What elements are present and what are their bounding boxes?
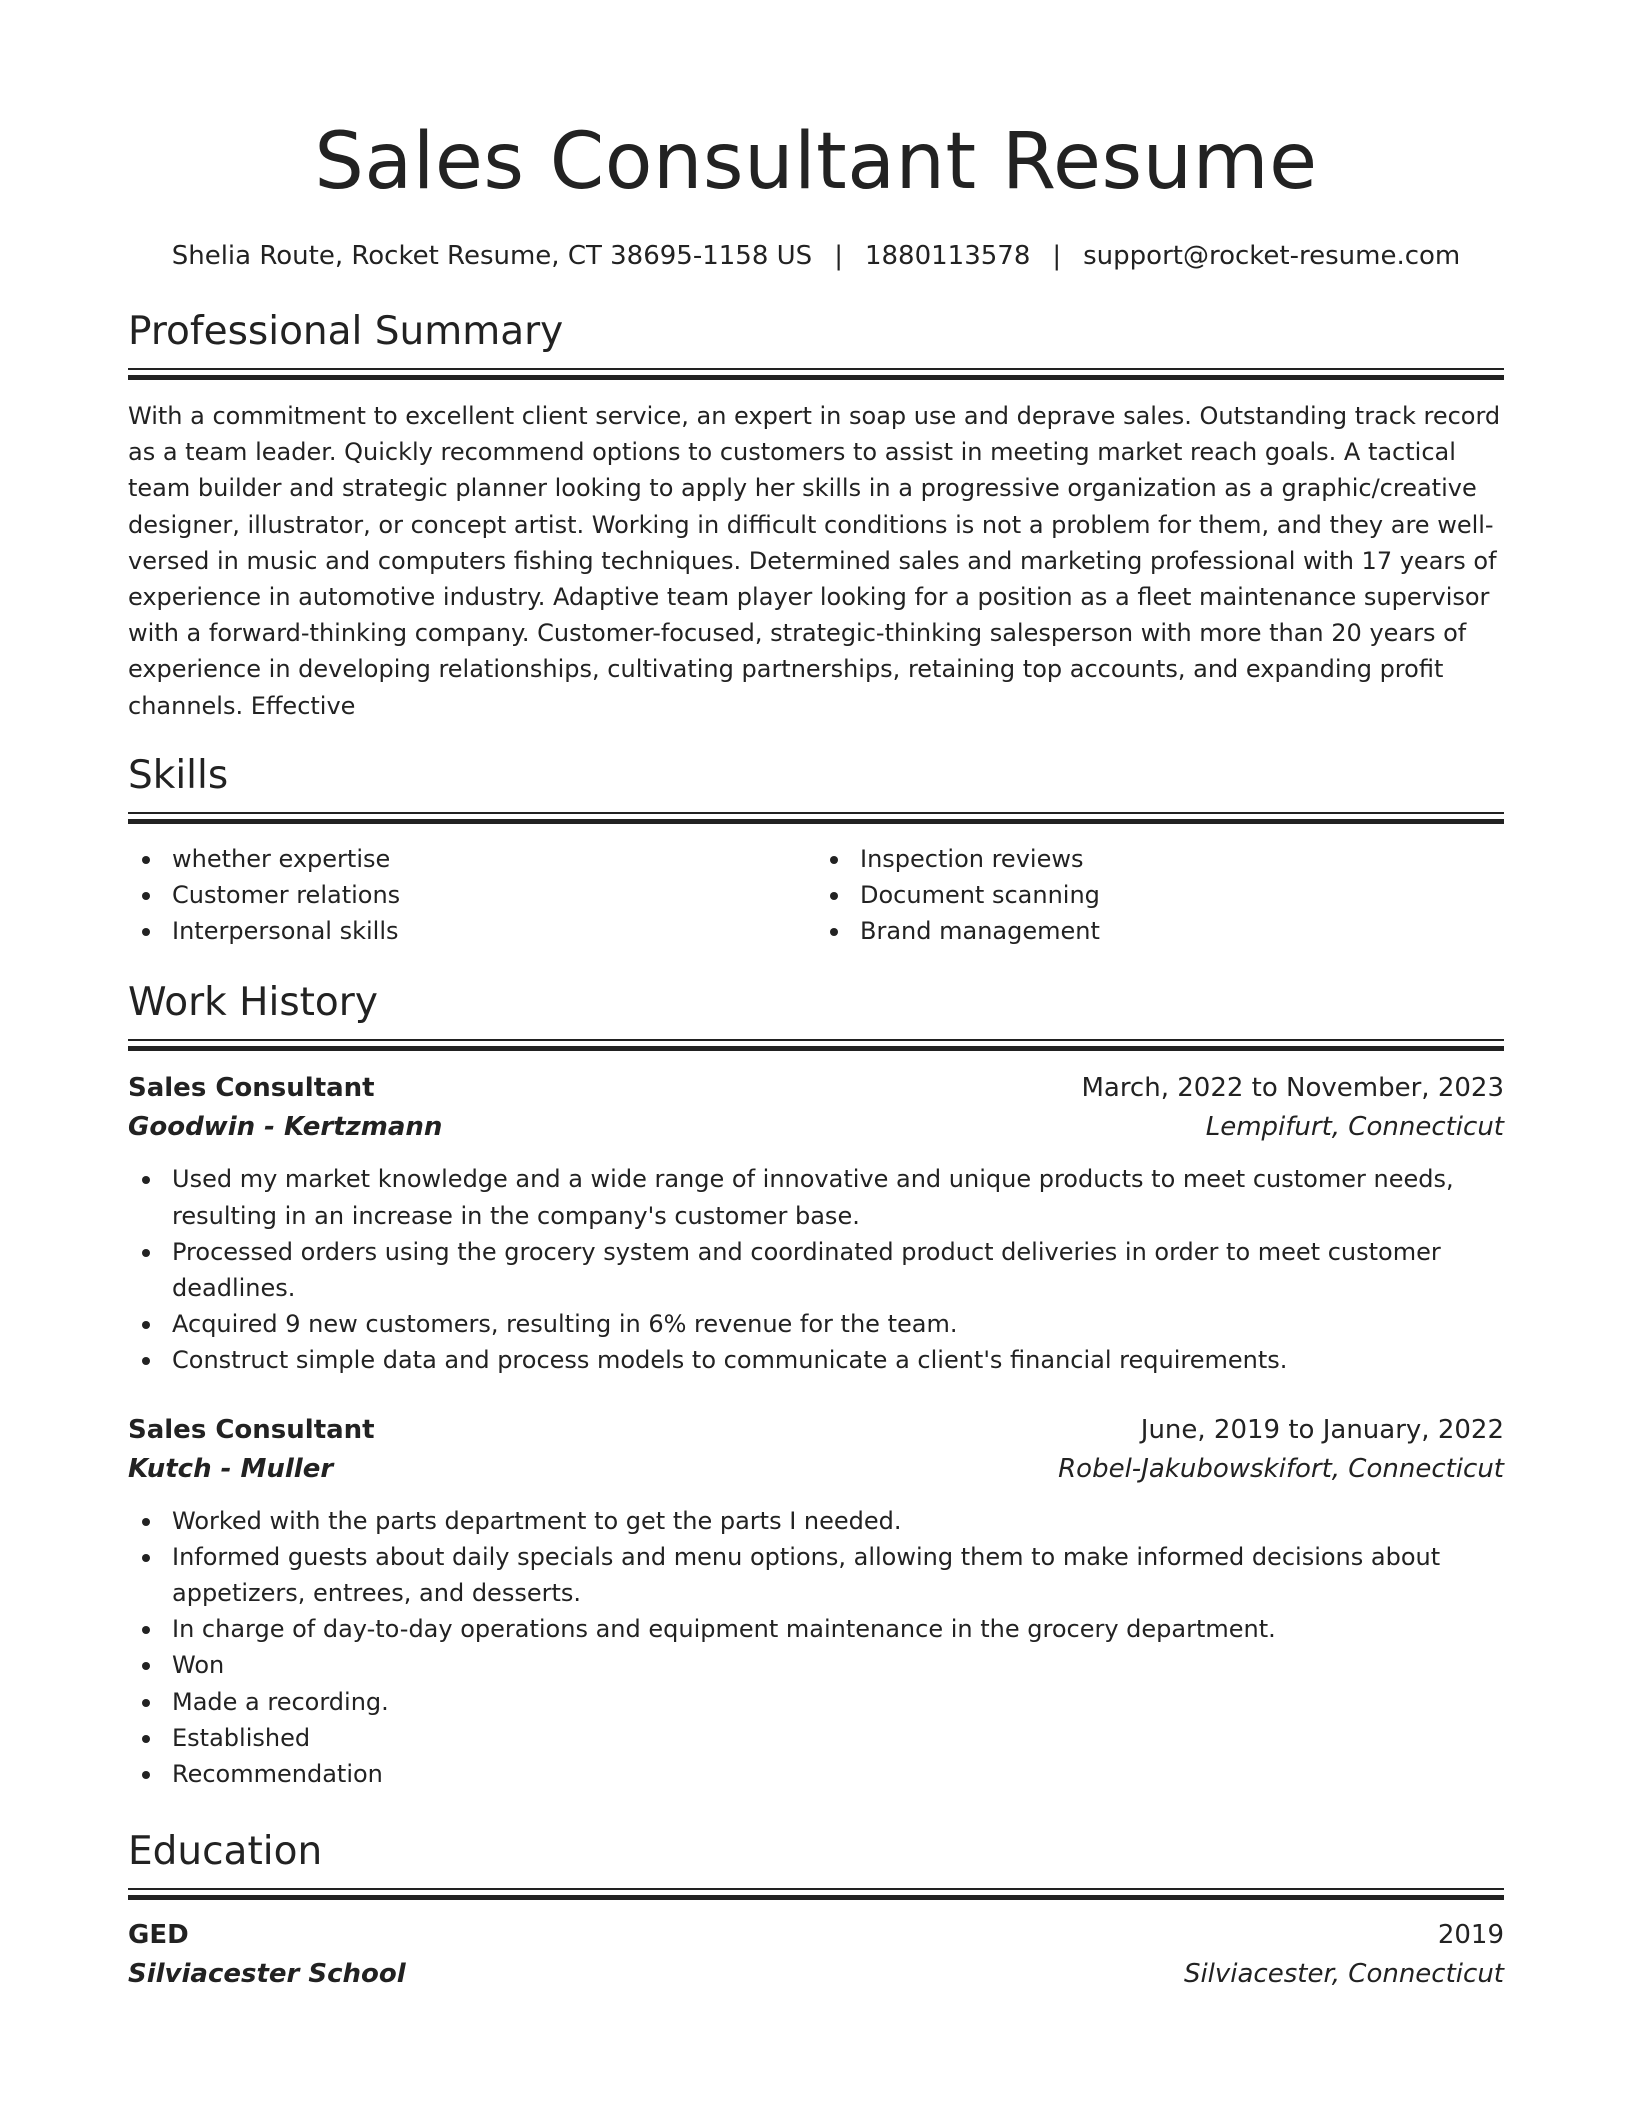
section-divider [128,1039,1504,1051]
job-bullet: Processed orders using the grocery system and coordinated product deliveries in order to meet customer deadlines. [128,1234,1504,1306]
education-entry [128,1916,1504,1994]
job-bullets [128,1503,1504,1793]
job-bullets [128,1161,1504,1378]
job-bullet: Recommendation [128,1756,1504,1792]
contact-line [128,238,1504,274]
work-history-heading: Work History [128,980,378,1026]
skill-item: Inspection reviews [816,841,1504,877]
skill-item: Interpersonal skills [128,913,816,949]
section-divider [128,812,1504,824]
job-location: Robel-Jakubowskifort, Connecticut [1058,1453,1504,1484]
job-entry [128,1411,1504,1793]
education-location: Silviacester, Connecticut [1183,1959,1504,1990]
contact-separator: | [1052,241,1062,271]
job-bullet: Worked with the parts department to get the parts I needed. [128,1503,1504,1539]
skill-item: Customer relations [128,877,816,913]
job-title: Sales Consultant [128,1073,375,1104]
contact-address: Shelia Route, Rocket Resume, CT 38695-1158 US [171,241,813,271]
job-bullet: Construct simple data and process models to communicate a client's financial requirements. [128,1342,1504,1378]
education-heading: Education [128,1829,323,1875]
job-bullet: Established [128,1720,1504,1756]
skills-heading: Skills [128,752,229,798]
job-bullet: Informed guests about daily specials and menu options, allowing them to make informed decisions about appetizers, entrees, and desserts. [128,1539,1504,1611]
job-dates: June, 2019 to January, 2022 [1140,1414,1504,1445]
job-bullet: Acquired 9 new customers, resulting in 6% revenue for the team. [128,1306,1504,1342]
section-divider [128,1888,1504,1900]
skills-column-right [816,841,1504,950]
summary-heading: Professional Summary [128,309,564,354]
education-school-row [128,1955,1504,1994]
skills-list [128,841,1504,950]
skills-column-left [128,841,816,950]
job-company: Goodwin - Kertzmann [128,1112,443,1143]
contact-email: support@rocket-resume.com [1083,241,1461,271]
education-year: 2019 [1437,1920,1504,1951]
job-bullet: Won [128,1647,1504,1683]
skill-item: Brand management [816,913,1504,949]
job-header-row [128,1411,1504,1450]
contact-phone: 1880113578 [864,241,1031,271]
skill-item: Document scanning [816,877,1504,913]
job-dates: March, 2022 to November, 2023 [1081,1073,1504,1104]
job-company-row [128,1450,1504,1489]
job-bullet: Made a recording. [128,1684,1504,1720]
job-entry [128,1069,1504,1378]
job-title: Sales Consultant [128,1414,375,1445]
education-degree: GED [128,1920,189,1951]
job-location: Lempifurt, Connecticut [1205,1112,1504,1143]
job-bullet: In charge of day-to-day operations and equipment maintenance in the grocery department. [128,1611,1504,1647]
job-company: Kutch - Muller [128,1453,334,1484]
education-header-row [128,1916,1504,1955]
section-divider [128,368,1504,380]
resume-title: Sales Consultant Resume [314,117,1318,207]
job-header-row [128,1069,1504,1108]
summary-text: With a commitment to excellent client service, an expert in soap use and deprave sales. Outstanding track record as a team leader. Quickly recommend options to customers to assist in meeting market reach goals. A tactical team builder and strategic planner looking to apply her skills in a progressive organization as a graphic/creative designer, illustrator, or concept artist. Working in difficult conditions is not a problem for them, and they are well-versed in music and computers fishing techniques. Determined sales and marketing professional with 17 years of experience in automotive industry. Adaptive team player looking for a position as a fleet maintenance supervisor with a forward-thinking company. Customer-focused, strategic-thinking salesperson with more than 20 years of experience in developing relationships, cultivating partnerships, retaining top accounts, and expanding profit channels. Effective [128,402,1501,720]
job-bullet: Used my market knowledge and a wide range of innovative and unique products to meet customer needs, resulting in an increase in the company's customer base. [128,1161,1504,1233]
skill-item: whether expertise [128,841,816,877]
contact-separator: | [834,241,843,271]
education-school: Silviacester School [128,1959,406,1990]
job-company-row [128,1108,1504,1147]
